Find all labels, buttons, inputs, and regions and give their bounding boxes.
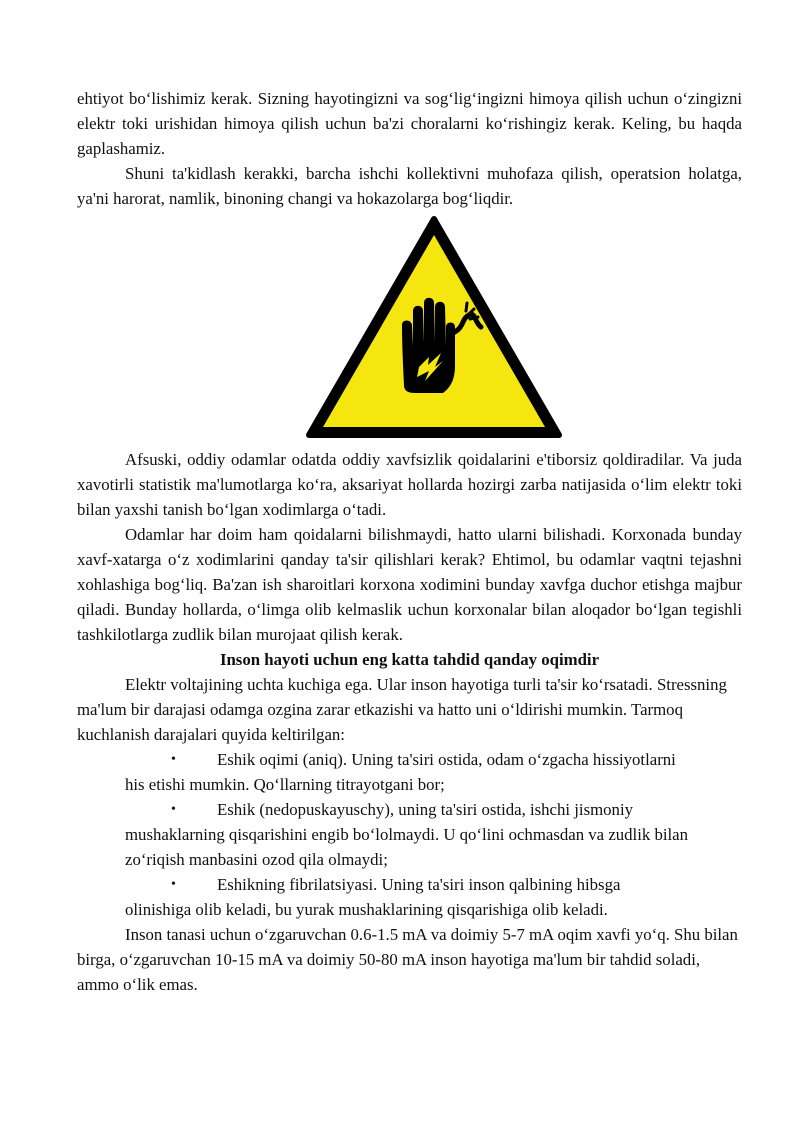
bullet-mark: • [171,877,176,892]
paragraph-closing: Inson tanasi uchun o‘zgaruvchan 0.6-1.5 mA va doimiy 5-7 mA oqim xavfi yo‘q. Shu bilan birga, o‘zgaruvchan 10-15 mA va doimiy 50-80 mA inson hayotiga ma'lum bir tahdid soladi, ammo o‘lik emas. [77,925,738,994]
paragraph-1: ehtiyot bo‘lishimiz kerak. Sizning hayotingizni va sog‘lig‘ingizni himoya qilish uchun o‘zingizni elektr toki urishidan himoya qilish uchun ba'zi choralarni ko‘rishingiz kerak. Keling, bu haqda gaplashamiz. [77,89,742,158]
list-item-text-first: Eshik (nedopuskayuschy), uning ta'siri ostida, ishchi jismoniy [217,800,633,819]
list-item [77,747,742,797]
section-heading: Inson hayoti uchun eng katta tahdid qanday oqimdir [219,650,600,669]
paragraph-2: Shuni ta'kidlash kerakki, barcha ishchi kollektivni muhofaza qilish, operatsion holatga, ya'ni harorat, namlik, binoning changi va hokazolarga bog‘liqdir. [77,164,742,208]
warning-figure [77,211,742,447]
paragraph-3: Afsuski, oddiy odamlar odatda oddiy xavfsizlik qoidalarini e'tiborsiz qoldiradilar. Va juda xavotirli statistik ma'lumotlarga ko‘ra, aksariyat hollarda hozirgi zarba natijasida o‘lim elektr toki bilan yaxshi tanish bo‘lgan xodimlarga o‘tadi. [77,450,742,519]
list-item-text-first: Eshikning fibrilatsiyasi. Uning ta'siri inson qalbining hibsga [217,875,621,894]
electric-shock-warning-icon [303,215,565,443]
list-item-text-rest: mushaklarning qisqarishini engib bo‘lolmaydi. U qo‘lini ochmasdan va zudlik bilan zo‘riqish manbasini ozod qila olmaydi; [125,825,689,869]
list-item-text-rest: his etishi mumkin. Qo‘llarning titrayotgani bor; [125,775,445,794]
list-item-text-rest: olinishiga olib keladi, bu yurak mushaklarining qisqarishiga olib keladi. [125,900,608,919]
paragraph-intro: Elektr voltajining uchta kuchiga ega. Ular inson hayotiga turli ta'sir ko‘rsatadi. Stressning ma'lum bir darajasi odamga ozgina zarar etkazishi va hatto uni o‘ldirishi mumkin. Tarmoq kuchlanish darajalari quyida keltirilgan: [77,675,727,744]
document-page [77,86,742,997]
list-item [77,797,742,872]
paragraph-4: Odamlar har doim ham qoidalarni bilishmaydi, hatto ularni bilishadi. Korxonada bunday xavf-xatarga o‘z xodimlarini qanday ta'sir qilishlari kerak? Ehtimol, bu odamlar vaqtni tejashni xohlashiga bog‘liq. Ba'zan ish sharoitlari korxona xodimini bunday xavfga duchor etishga majbur qiladi. Bunday hollarda, o‘limga olib kelmaslik uchun korxonalar bilan aloqador bo‘lgan tegishli tashkilotlarga zudlik bilan murojaat qilish kerak. [77,525,742,644]
bullet-mark: • [171,752,176,767]
list-item-text-first: Eshik oqimi (aniq). Uning ta'siri ostida, odam o‘zgacha hissiyotlarni [217,750,676,769]
list-item [77,872,742,922]
bullet-mark: • [171,802,176,817]
